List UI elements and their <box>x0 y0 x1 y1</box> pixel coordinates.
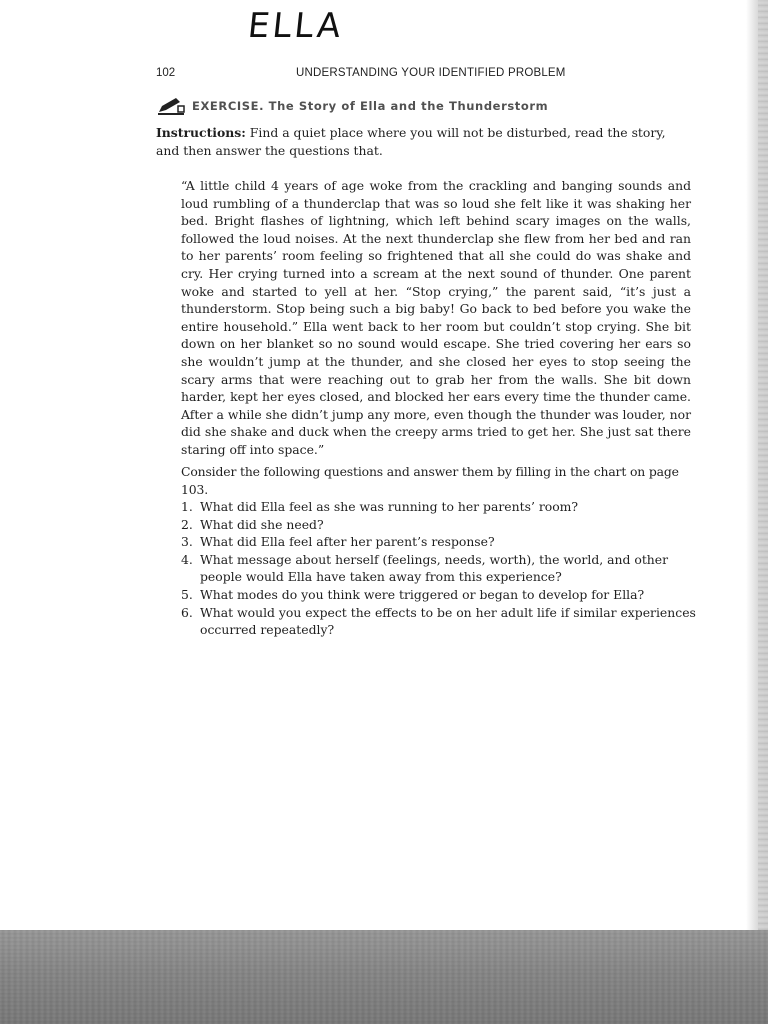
question-text: What message about herself (feelings, needs, worth), the world, and other people would Ella have taken away from this experience? <box>200 551 669 585</box>
instructions-label: Instructions: <box>156 125 246 140</box>
question-number: 2. <box>181 516 193 532</box>
question-number: 6. <box>181 604 193 620</box>
handwritten-name: ELLA <box>245 6 346 46</box>
question-item <box>181 516 696 534</box>
question-item <box>181 604 696 639</box>
question-item <box>181 551 696 586</box>
pencil-icon <box>156 97 186 115</box>
consider-prompt: Consider the following questions and answer them by filling in the chart on page 103. <box>181 464 679 497</box>
exercise-title: EXERCISE. The Story of Ella and the Thunderstorm <box>192 99 549 113</box>
question-text: What did Ella feel after her parent’s response? <box>200 534 495 550</box>
question-text: What did she need? <box>200 516 324 532</box>
question-item <box>181 533 696 551</box>
page-edge-strip <box>758 0 768 1024</box>
story-text: “A little child 4 years of age woke from the crackling and banging sounds and loud rumbling of a thunderclap that was so loud she felt like it was shaking her bed. Bright flashes of lightning, which left behind scary images on the walls, followed the loud noises. At the next thunderclap she flew from her bed and ran to her parents’ room feeling so frightened that all she could do was shake and cry. Her crying turned into a scream at the next sound of thunder. One parent woke and started to yell at her. “Stop crying,” the parent said, “it’s just a thunderstorm. Stop being such a big baby! Go back to bed before you wake the entire household.” Ella went back to her room but couldn’t stop crying. She bit down on her blanket so no sound would escape. She tried covering her ears so she wouldn’t jump at the thunder, and she closed her eyes to stop seeing the scary arms that were reaching out to grab her from the walls. She bit down harder, kept her eyes closed, and blocked her ears every time the thunder came. After a while she didn’t jump any more, even though the thunder was louder, nor did she shake and duck when the creepy arms tried to get her. She just sat there staring off into space.” <box>181 178 691 457</box>
question-number: 3. <box>181 534 193 550</box>
question-number: 4. <box>181 551 193 567</box>
question-item <box>181 498 696 516</box>
question-text: What did Ella feel as she was running to her parents’ room? <box>200 499 579 514</box>
question-number: 5. <box>181 586 193 602</box>
question-list <box>181 498 696 639</box>
question-number: 1. <box>181 499 193 514</box>
page-number: 102 <box>156 67 176 79</box>
instructions-text: Find a quiet place where you will not be disturbed, read the story, and then answer the questions that. <box>156 125 666 158</box>
scan-shadow-band <box>0 930 768 1024</box>
running-head: UNDERSTANDING YOUR IDENTIFIED PROBLEM <box>296 67 566 79</box>
question-item <box>181 586 696 604</box>
exercise-heading <box>156 96 548 116</box>
instructions <box>156 124 692 159</box>
question-text: What modes do you think were triggered or began to develop for Ella? <box>200 586 645 602</box>
question-text: What would you expect the effects to be on her adult life if similar experiences occurred repeatedly? <box>200 604 696 638</box>
